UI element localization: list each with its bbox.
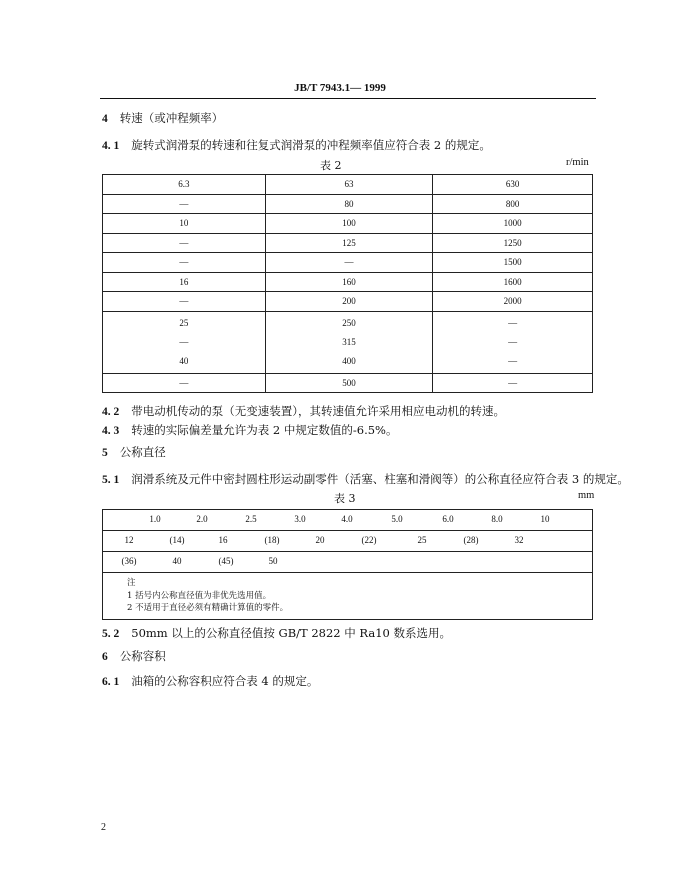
table-2-cell: —	[265, 253, 433, 273]
clause-text: 旋转式润滑泵的转速和往复式润滑泵的冲程频率值应符合表 2 的规定。	[131, 138, 491, 152]
section-number: 6	[102, 651, 108, 663]
table-2-cell	[433, 311, 593, 373]
clause-5-2	[102, 625, 451, 641]
section-title: 转速（或冲程频率）	[119, 111, 224, 125]
table-2-row	[103, 373, 593, 393]
section-5-heading	[102, 444, 166, 460]
table-3-value: (18)	[264, 535, 280, 545]
table-3-row	[103, 552, 592, 572]
table-3-value: 12	[124, 535, 134, 545]
table-3-value: 10	[540, 514, 550, 524]
note-item: 1 括号内公称直径值为非优先选用值。	[127, 590, 272, 601]
clause-number: 6. 1	[102, 676, 120, 688]
section-number: 4	[102, 113, 108, 125]
clause-number: 4. 2	[102, 406, 120, 418]
table-2-cell-line: —	[179, 336, 189, 347]
table-2-cell: —	[103, 233, 266, 253]
table-3-value: 4.0	[341, 514, 353, 524]
table-2	[102, 174, 593, 393]
clause-number: 4. 1	[102, 140, 120, 152]
table-2-cell: 10	[103, 214, 266, 234]
table-2-cell: 500	[265, 373, 433, 393]
table-2-cell: 1250	[433, 233, 593, 253]
table-2-cell: 1000	[433, 214, 593, 234]
table-2-cell: 160	[265, 272, 433, 292]
table-2-body	[103, 175, 593, 393]
table-2-cell: 16	[103, 272, 266, 292]
table-2-cell: 2000	[433, 292, 593, 312]
table-3-value: 50	[268, 556, 278, 566]
table-2-cell: 200	[265, 292, 433, 312]
section-4-heading	[102, 110, 223, 126]
section-6-heading	[102, 648, 166, 664]
table-2-row	[103, 194, 593, 214]
table-3-notes	[103, 573, 592, 619]
table-2-cell: 800	[433, 194, 593, 214]
table-2-cell: 100	[265, 214, 433, 234]
table-3-value: 16	[218, 535, 228, 545]
table-2-cell: 63	[265, 175, 433, 195]
clause-4-1	[102, 137, 491, 153]
table-2-cell: 1500	[433, 253, 593, 273]
clause-number: 5. 1	[102, 474, 120, 486]
table-3-value: 1.0	[149, 514, 161, 524]
table-2-cell-line: —	[508, 336, 518, 347]
clause-number: 5. 2	[102, 628, 120, 640]
table-2-cell-line: 25	[179, 317, 189, 328]
table-3-value: 5.0	[391, 514, 403, 524]
table-3-value: 6.0	[442, 514, 454, 524]
table-3	[102, 509, 593, 620]
table-2-cell-line: —	[508, 355, 518, 366]
section-title: 公称直径	[119, 445, 166, 459]
table-2-cell-line: 315	[342, 336, 356, 347]
table-2-cell: —	[103, 373, 266, 393]
table-3-value: 40	[172, 556, 182, 566]
document-header: JB/T 7943.1— 1999	[294, 82, 386, 94]
clause-5-1	[102, 471, 629, 487]
table-2-row-group	[103, 311, 593, 373]
table-3-caption: 表 3	[334, 492, 356, 505]
clause-text: 油箱的公称容积应符合表 4 的规定。	[131, 674, 319, 688]
clause-text: 转速的实际偏差量允许为表 2 中规定数值的-6.5%。	[131, 423, 398, 437]
table-2-row	[103, 214, 593, 234]
table-3-value: (28)	[463, 535, 479, 545]
note-item: 2 不适用于直径必须有精确计算值的零件。	[127, 603, 289, 613]
table-3-value: (45)	[218, 556, 234, 566]
table-3-value: 2.5	[245, 514, 257, 524]
header-rule	[100, 98, 596, 99]
table-2-row	[103, 233, 593, 253]
clause-text: 50mm 以上的公称直径值按 GB/T 2822 中 Ra10 数系选用。	[131, 626, 451, 640]
clause-text: 润滑系统及元件中密封圆柱形运动副零件（活塞、柱塞和滑阀等）的公称直径应符合表 3 的规定。	[131, 472, 629, 486]
table-2-cell: —	[103, 253, 266, 273]
table-3-row	[103, 531, 592, 551]
table-3-row	[103, 510, 592, 530]
table-2-row	[103, 292, 593, 312]
table-3-value: (36)	[121, 556, 137, 566]
notes-label: 注	[127, 578, 136, 588]
table-2-cell: —	[103, 194, 266, 214]
table-2-cell: 80	[265, 194, 433, 214]
table-2-row	[103, 272, 593, 292]
table-2-cell-line: 400	[342, 355, 356, 366]
clause-text: 带电动机传动的泵（无变速装置），其转速值允许采用相应电动机的转速。	[131, 404, 505, 418]
clause-number: 4. 3	[102, 425, 120, 437]
table-2-cell: 125	[265, 233, 433, 253]
table-2-row	[103, 175, 593, 195]
table-2-cell: —	[103, 292, 266, 312]
table-3-value: 32	[514, 535, 524, 545]
clause-4-2	[102, 403, 505, 419]
section-number: 5	[102, 447, 108, 459]
table-3-value: (14)	[169, 535, 185, 545]
section-title: 公称容积	[119, 649, 166, 663]
table-2-cell	[265, 311, 433, 373]
clause-6-1	[102, 673, 318, 689]
table-2-cell: 1600	[433, 272, 593, 292]
table-2-row	[103, 253, 593, 273]
table-3-value: 8.0	[491, 514, 503, 524]
table-3-value: 25	[417, 535, 427, 545]
table-2-unit: r/min	[566, 157, 589, 168]
table-2-caption: 表 2	[320, 159, 342, 172]
table-2-cell: 630	[433, 175, 593, 195]
table-2-cell-line: —	[508, 317, 518, 328]
table-3-value: (22)	[361, 535, 377, 545]
table-2-cell-line: 40	[179, 355, 189, 366]
clause-4-3	[102, 422, 397, 438]
table-3-value: 20	[315, 535, 325, 545]
table-3-unit: mm	[578, 490, 595, 501]
table-2-cell	[103, 311, 266, 373]
table-2-cell-line: 250	[342, 317, 356, 328]
table-2-cell: —	[433, 373, 593, 393]
table-3-value: 2.0	[196, 514, 208, 524]
page-number: 2	[101, 822, 106, 833]
table-2-cell: 6.3	[103, 175, 266, 195]
table-3-value: 3.0	[294, 514, 306, 524]
